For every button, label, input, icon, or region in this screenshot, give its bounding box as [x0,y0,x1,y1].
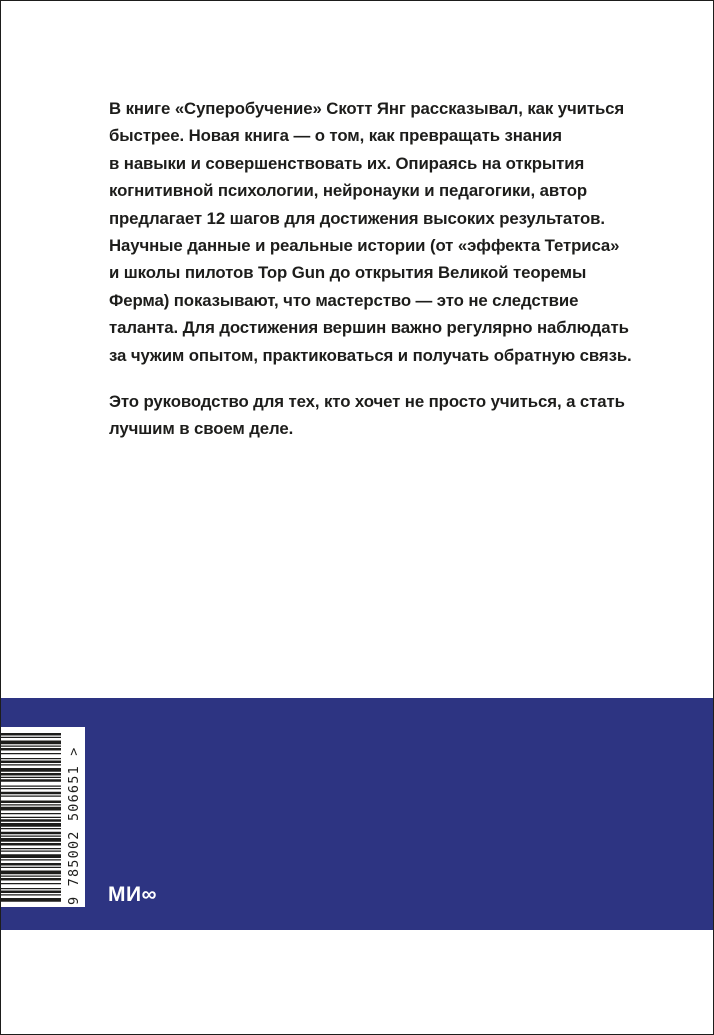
text-line: Это руководство для тех, кто хочет не просто учиться, а стать [109,392,625,412]
text-line: за чужим опытом, практиковаться и получать обратную связь. [109,345,632,365]
barcode-bar [1,859,61,860]
barcode-bar [1,848,61,849]
text-line: предлагает 12 шагов для достижения высоких результатов. [109,208,605,228]
barcode-bar [1,801,61,804]
text-line: в навыки и совершенствовать их. Опираясь на открытия [109,153,585,173]
barcode-bar [1,871,61,875]
barcode-bar [1,828,61,829]
isbn-barcode [1,727,85,907]
description-paragraph-2 [109,388,669,443]
barcode-bar [1,807,61,811]
barcode-bar [1,737,61,738]
text-line: Ферма) показывают, что мастерство — это не следствие [109,290,579,310]
barcode-bar [1,891,61,894]
barcode-bar [1,836,61,837]
barcode-bar [1,761,61,764]
barcode-bar [1,748,61,751]
barcode-bar [1,753,61,754]
barcode-bar [1,792,61,795]
barcode-bar [1,773,61,776]
text-line: когнитивной психологии, нейронауки и педагогики, автор [109,181,588,201]
barcode-bar [1,788,61,789]
barcode-bar [1,768,61,772]
barcode-bar [1,786,61,787]
barcode-bar [1,746,61,747]
barcode-bar [1,867,61,868]
barcode-bar [1,819,61,822]
barcode-bar [1,817,61,818]
barcode-bar [1,878,61,881]
barcode-bar [1,854,61,858]
barcode-bar [1,823,61,827]
barcode-bars [1,727,65,907]
text-line: быстрее. Новая книга — о том, как превращать знания [109,126,562,146]
barcode-bar [1,838,61,842]
barcode-bar [1,883,61,884]
barcode-bar [1,876,61,877]
isbn-digits: 9 785002 506651 > [66,746,82,905]
description-text [109,95,669,443]
text-line: В книге «Суперобучение» Скотт Янг рассказывал, как учиться [109,99,625,118]
barcode-bar [1,832,61,835]
barcode-bar [1,851,61,852]
description-paragraph-1 [109,95,669,369]
barcode-bar [1,804,61,805]
barcode-bar [1,894,61,895]
text-line: таланта. Для достижения вершин важно регулярно наблюдать [109,318,629,338]
text-line: Научные данные и реальные истории (от «эффекта Тетриса» [109,236,620,256]
barcode-bar [1,764,61,765]
barcode-bar [1,888,61,889]
barcode-bar [1,863,61,866]
barcode-bar [1,758,61,759]
barcode-bar [1,733,61,736]
publisher-logo: МИ∞ [108,883,158,906]
barcode-bar [1,741,61,745]
text-line: и школы пилотов Top Gun до открытия Великой теоремы [109,263,587,283]
barcode-bar [1,796,61,797]
barcode-bar [1,777,61,778]
text-line: лучшим в своем деле. [109,419,294,439]
barcode-bar [1,898,61,902]
barcode-bar [1,779,61,782]
barcode-bar [1,813,61,814]
barcode-bar [1,843,61,846]
